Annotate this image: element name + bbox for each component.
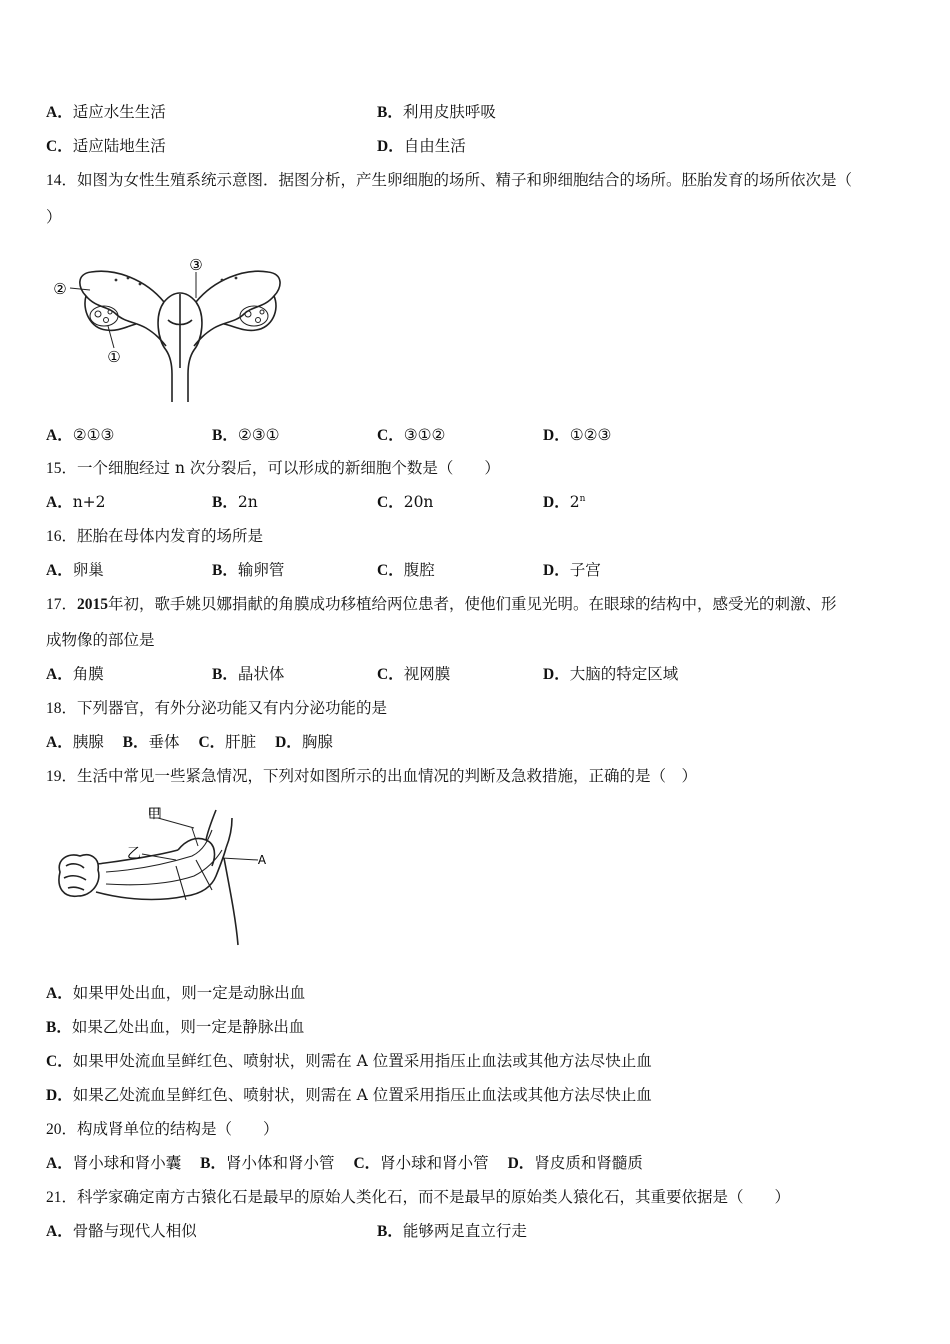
q20-stem: 20．构成肾单位的结构是（ ）: [46, 1120, 279, 1138]
q18-options-row: [46, 732, 333, 753]
figure-label-2: ②: [53, 280, 67, 298]
q20-options-row: [46, 1153, 643, 1174]
arm-bleeding-figure: [46, 800, 276, 950]
q18-option-a[interactable]: A．胰腺: [46, 733, 104, 751]
q16-option-c[interactable]: C．腹腔: [377, 561, 435, 579]
q17-option-b[interactable]: B．晶状体: [212, 665, 285, 683]
q13-option-a[interactable]: A．适应水生生活: [46, 103, 166, 121]
uterus-outline: [80, 271, 280, 402]
q14-stem-line1: 14．如图为女性生殖系统示意图．据图分析，产生卵细胞的场所、精子和卵细胞结合的场所。胚胎发育的场所依次是（: [46, 171, 853, 189]
q15-option-c[interactable]: C．20n: [377, 493, 434, 511]
figure-label-a: A: [257, 853, 267, 867]
q19-option-c[interactable]: C．如果甲处流血呈鲜红色、喷射状，则需在 A 位置采用指压止血法或其他方法尽快止血: [46, 1052, 652, 1070]
q20-option-a[interactable]: A．肾小球和肾小囊: [46, 1154, 182, 1172]
q14-option-b[interactable]: B．②③①: [212, 426, 280, 444]
q17-option-d[interactable]: D．大脑的特定区域: [543, 665, 679, 683]
q19-stem: 19．生活中常见一些紧急情况，下列对如图所示的出血情况的判断及急救措施，正确的是（ ）: [46, 767, 698, 785]
q21-option-a[interactable]: A．骨骼与现代人相似: [46, 1222, 197, 1240]
q20-option-d[interactable]: D．肾皮质和肾髓质: [507, 1154, 643, 1172]
arm-outline: [59, 810, 238, 945]
q18-option-b[interactable]: B．垂体: [122, 733, 180, 751]
q17-stem-line1: 17．2015年初，歌手姚贝娜捐献的角膜成功移植给两位患者，使他们重见光明。在眼球的结构中，感受光的刺激、形: [46, 595, 837, 613]
figure-label-1: ①: [107, 348, 121, 366]
female-reproductive-system-figure: [46, 250, 316, 405]
q18-option-d[interactable]: D．胸腺: [275, 733, 333, 751]
q16-option-a[interactable]: A．卵巢: [46, 561, 104, 579]
q14-option-d[interactable]: D．①②③: [543, 426, 612, 444]
q17-stem-line2: 成物像的部位是: [46, 631, 155, 649]
label-leader-lines: [70, 272, 196, 348]
q19-option-d[interactable]: D．如果乙处流血呈鲜红色、喷射状，则需在 A 位置采用指压止血法或其他方法尽快止血: [46, 1086, 652, 1104]
q14-option-c[interactable]: C．③①②: [377, 426, 446, 444]
q13-option-d[interactable]: D．自由生活: [377, 137, 466, 155]
q17-option-c[interactable]: C．视网膜: [377, 665, 451, 683]
q16-stem: 16．胚胎在母体内发育的场所是: [46, 527, 264, 545]
q13-option-c[interactable]: C．适应陆地生活: [46, 137, 166, 155]
q13-option-b[interactable]: B．利用皮肤呼吸: [377, 103, 496, 121]
q18-stem: 18．下列器官，有外分泌功能又有内分泌功能的是: [46, 699, 388, 717]
q15-option-d[interactable]: D．2$^n$: [543, 493, 586, 511]
q19-option-b[interactable]: B．如果乙处出血，则一定是静脉出血: [46, 1018, 305, 1036]
q14-option-a[interactable]: A．②①③: [46, 426, 115, 444]
q17-option-a[interactable]: A．角膜: [46, 665, 104, 683]
q21-option-b[interactable]: B．能够两足直立行走: [377, 1222, 527, 1240]
q15-stem: 15．一个细胞经过 n 次分裂后，可以形成的新细胞个数是（ ）: [46, 459, 500, 477]
figure-label-yi: 乙: [127, 846, 141, 862]
q21-stem: 21．科学家确定南方古猿化石是最早的原始人类化石，而不是最早的原始类人猿化石，其重要依据是（ ）: [46, 1188, 791, 1206]
q20-option-b[interactable]: B．肾小体和肾小管: [200, 1154, 335, 1172]
q18-option-c[interactable]: C．肝脏: [198, 733, 257, 751]
q14-stem-line2: ）: [46, 208, 62, 226]
q16-option-b[interactable]: B．输卵管: [212, 561, 285, 579]
q19-option-a[interactable]: A．如果甲处出血，则一定是动脉出血: [46, 984, 306, 1002]
q20-option-c[interactable]: C．肾小球和肾小管: [353, 1154, 489, 1172]
q15-option-a[interactable]: A．n+2: [46, 493, 106, 511]
figure-label-jia: 甲: [147, 807, 161, 822]
q15-option-b[interactable]: B．2n: [212, 493, 258, 511]
figure-label-3: ③: [189, 256, 203, 274]
q16-option-d[interactable]: D．子宫: [543, 561, 601, 579]
